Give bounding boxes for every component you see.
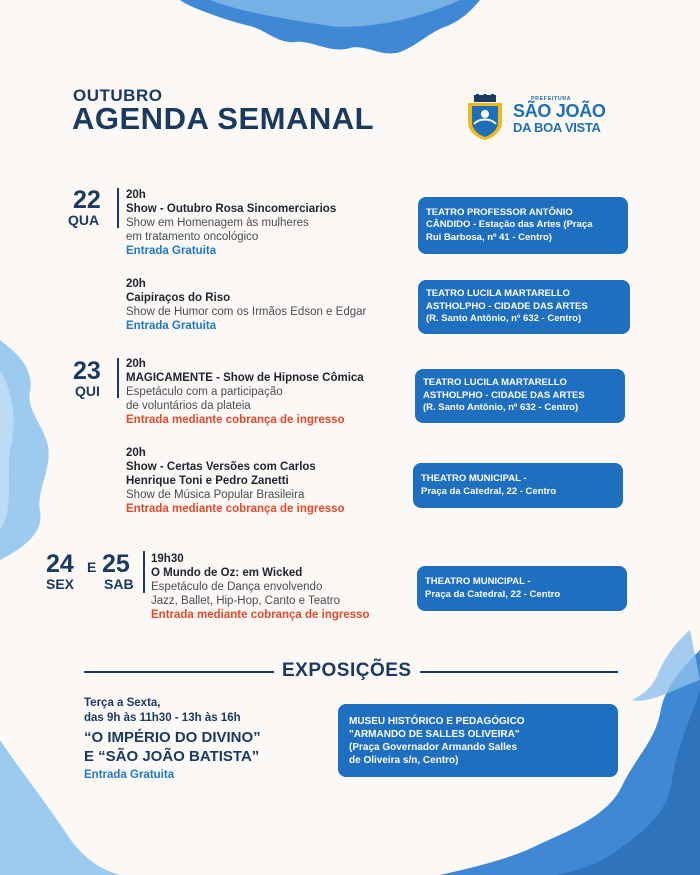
venue-line: de Oliveira s/n, Centro) xyxy=(349,754,459,766)
event-title: O Mundo de Oz: em Wicked xyxy=(151,567,303,579)
event-description-line: Espetáculo de Dança envolvendo xyxy=(151,581,323,593)
month-label: OUTUBRO xyxy=(73,86,163,105)
event-description-line: em tratamento oncológico xyxy=(126,231,259,243)
venue-line: THEATRO MUNICIPAL - xyxy=(425,576,531,587)
day-number: 22 xyxy=(73,186,101,214)
day-connector: E xyxy=(87,559,97,575)
page-title: AGENDA SEMANAL xyxy=(72,101,375,136)
prefeitura-logo xyxy=(462,94,622,140)
exhibition-hours: das 9h às 11h30 - 13h às 16h xyxy=(84,712,241,724)
venue-card xyxy=(338,704,618,777)
venue-card xyxy=(418,280,630,334)
event-description-line: Espetáculo com a participação xyxy=(126,386,283,398)
venue-card xyxy=(418,197,628,254)
event-price: Entrada Gratuita xyxy=(126,245,217,257)
venue-line: Rui Barbosa, nº 41 - Centro) xyxy=(426,231,552,243)
exhibition-days: Terça a Sexta, xyxy=(84,697,161,709)
event-description-line: de voluntários da plateia xyxy=(126,400,251,412)
venue-line: TEATRO LUCILA MARTARELLO xyxy=(423,377,567,389)
event-item xyxy=(126,277,366,333)
day-divider xyxy=(117,358,119,398)
venue-line: THEATRO MUNICIPAL - xyxy=(421,473,527,484)
left-watercolor-splash xyxy=(0,340,60,560)
day-weekday-2: SAB xyxy=(104,576,134,592)
exhibition-name-line: E “SÃO JOÃO BATISTA” xyxy=(84,748,260,765)
section-divider-right xyxy=(420,671,618,673)
logo-prefix: PREFEITURA xyxy=(531,96,572,102)
event-time: 20h xyxy=(126,278,146,290)
venue-line: ASTHOLPHO - CIDADE DAS ARTES xyxy=(423,389,585,401)
event-description-line: Show de Humor com os Irmãos Edson e Edgar xyxy=(126,306,367,318)
event-description-line: Show em Homenagem às mulheres xyxy=(126,217,309,229)
event-title: MAGICAMENTE - Show de Hipnose Cômica xyxy=(126,372,364,384)
day-number-2: 25 xyxy=(102,550,130,578)
venue-card xyxy=(413,463,623,508)
exhibition-price: Entrada Gratuita xyxy=(84,769,175,781)
day-number: 23 xyxy=(73,357,101,385)
event-price: Entrada mediante cobrança de ingresso xyxy=(151,609,370,621)
venue-line: CÂNDIDO - Estação das Artes (Praça xyxy=(426,219,593,231)
venue-card xyxy=(415,369,625,423)
venue-line: (R. Santo Antônio, nº 632 - Centro) xyxy=(426,313,582,325)
event-time: 20h xyxy=(126,358,146,370)
logo-city-line1: SÃO JOÃO xyxy=(513,101,606,121)
day-divider xyxy=(143,551,145,593)
event-description-line: Jazz, Ballet, Hip-Hop, Canto e Teatro xyxy=(151,595,340,607)
day-weekday: SEX xyxy=(46,576,75,592)
section-divider-left xyxy=(84,671,274,673)
day-number: 24 xyxy=(46,550,74,578)
venue-line: (Praça Governador Armando Salles xyxy=(349,741,518,753)
venue-card xyxy=(417,566,627,611)
venue-line: (R. Santo Antônio, nº 632 - Centro) xyxy=(423,402,579,414)
event-title: Show - Outubro Rosa Sincomerciarios xyxy=(126,203,337,215)
event-title-line: Show - Certas Versões com Carlos xyxy=(126,461,316,473)
venue-line: Praça da Catedral, 22 - Centro xyxy=(421,485,557,497)
event-item xyxy=(151,552,370,622)
top-watercolor-splash xyxy=(180,0,480,60)
exhibitions-heading: EXPOSIÇÕES xyxy=(282,660,412,681)
event-item xyxy=(126,446,345,516)
day-divider xyxy=(117,188,119,228)
event-price: Entrada mediante cobrança de ingresso xyxy=(126,414,345,426)
venue-line: ASTHOLPHO - CIDADE DAS ARTES xyxy=(426,300,588,312)
coat-of-arms-icon xyxy=(462,94,508,140)
event-time: 20h xyxy=(126,189,146,201)
event-title: Caipiraços do Riso xyxy=(126,292,231,304)
event-price: Entrada mediante cobrança de ingresso xyxy=(126,503,345,515)
day-weekday: QUI xyxy=(75,383,100,399)
logo-city-line2: DA BOA VISTA xyxy=(513,120,601,135)
exhibition-name-line: “O IMPÉRIO DO DIVINO” xyxy=(84,729,261,746)
event-time: 20h xyxy=(126,447,146,459)
event-price: Entrada Gratuita xyxy=(126,320,217,332)
venue-line: MUSEU HISTÓRICO E PEDAGÓGICO xyxy=(349,715,525,727)
day-weekday: QUA xyxy=(68,212,100,228)
event-item xyxy=(126,188,336,258)
venue-line: Praça da Catedral, 22 - Centro xyxy=(425,588,561,600)
venue-line: TEATRO PROFESSOR ANTÔNIO xyxy=(426,206,573,218)
event-time: 19h30 xyxy=(151,553,184,565)
event-description-line: Show de Música Popular Brasileira xyxy=(126,489,305,501)
venue-line: "ARMANDO DE SALLES OLIVEIRA" xyxy=(349,728,520,740)
venue-line: TEATRO LUCILA MARTARELLO xyxy=(426,288,570,300)
event-item xyxy=(126,357,364,427)
event-title-line: Henrique Toni e Pedro Zanetti xyxy=(126,475,289,487)
